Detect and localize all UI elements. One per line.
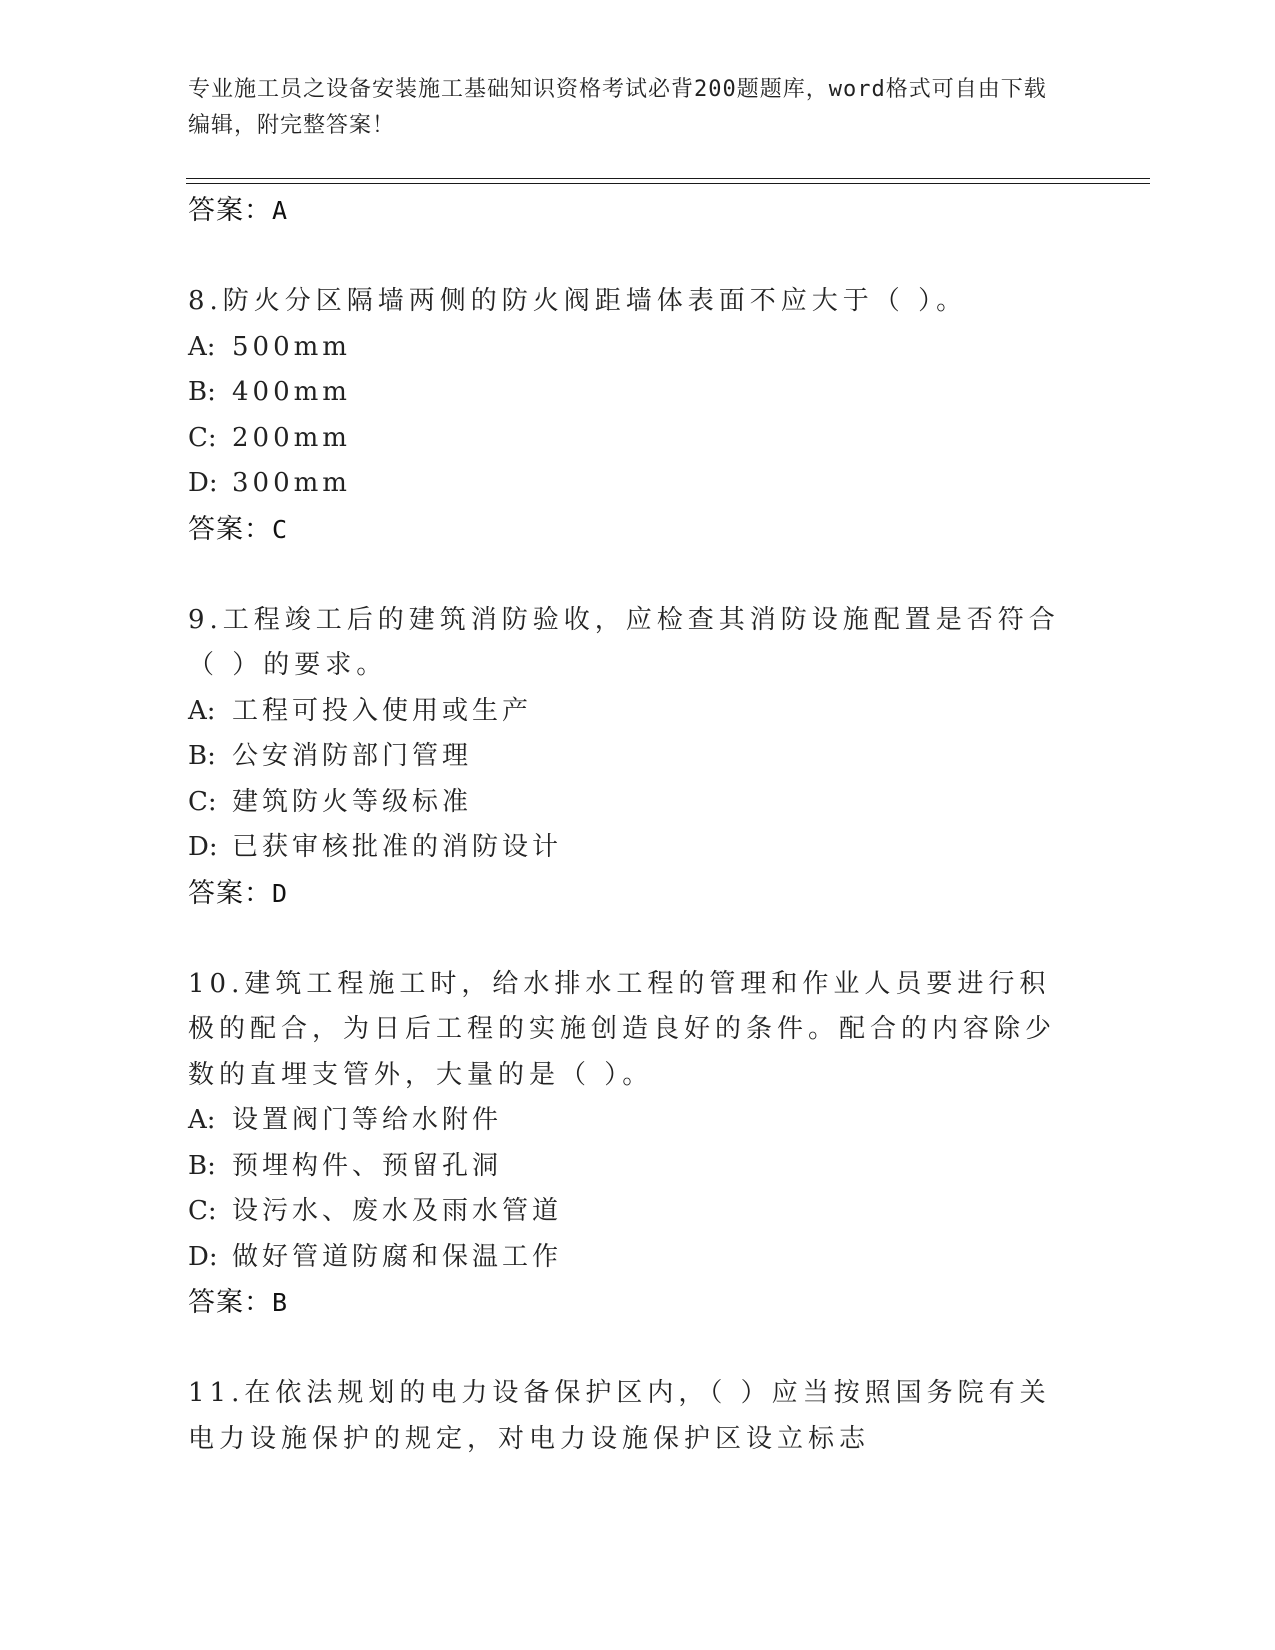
header-rule-bottom bbox=[186, 183, 1150, 184]
answer-value: A bbox=[272, 196, 289, 225]
spacer bbox=[188, 1326, 1088, 1371]
option-text: 已获审核批准的消防设计 bbox=[232, 832, 563, 862]
option-a bbox=[188, 689, 1088, 735]
option-text: 工程可投入使用或生产 bbox=[232, 695, 533, 726]
option-text: 400mm bbox=[232, 377, 351, 407]
option-a bbox=[188, 325, 1088, 371]
question-list bbox=[188, 188, 1088, 1462]
option-d bbox=[188, 1235, 1088, 1281]
answer-prefix: 答案： bbox=[188, 513, 272, 545]
question-stem: 8.防火分区隔墙两侧的防火阀距墙体表面不应大于（ ）。 bbox=[188, 286, 968, 316]
option-d bbox=[188, 825, 1088, 871]
option-label: A: bbox=[188, 1105, 216, 1135]
answer-value: C bbox=[272, 514, 289, 544]
question-stem: 9.工程竣工后的建筑消防验收，应检查其消防设施配置是否符合（ ）的要求。 bbox=[188, 604, 1060, 680]
answer-line bbox=[188, 1280, 1088, 1326]
option-text: 建筑防火等级标准 bbox=[232, 786, 473, 817]
answer-line bbox=[188, 188, 1088, 234]
option-text: 公安消防部门管理 bbox=[232, 741, 473, 771]
option-text: 做好管道防腐和保温工作 bbox=[232, 1241, 563, 1272]
answer-value: B bbox=[272, 1288, 289, 1317]
spacer bbox=[188, 917, 1088, 962]
option-text: 200mm bbox=[232, 422, 351, 453]
option-label: D: bbox=[188, 468, 218, 498]
question-stem: 10.建筑工程施工时，给水排水工程的管理和作业人员要进行积极的配合，为日后工程的实施创造良好的条件。配合的内容除少数的直埋支管外，大量的是（ ）。 bbox=[188, 968, 1057, 1090]
option-b bbox=[188, 734, 1088, 780]
answer-prefix: 答案： bbox=[188, 195, 272, 226]
answer-line bbox=[188, 507, 1088, 553]
spacer bbox=[188, 234, 1088, 279]
header-rule-top bbox=[186, 178, 1150, 179]
option-text: 设置阀门等给水附件 bbox=[232, 1105, 503, 1135]
option-label: A: bbox=[188, 695, 216, 726]
option-label: D: bbox=[188, 1241, 218, 1272]
option-label: A: bbox=[188, 331, 216, 362]
option-c bbox=[188, 780, 1088, 826]
option-label: C: bbox=[188, 1196, 217, 1226]
option-b bbox=[188, 1144, 1088, 1190]
option-c bbox=[188, 1189, 1088, 1235]
option-text: 300mm bbox=[232, 468, 351, 498]
option-b bbox=[188, 370, 1088, 416]
option-d bbox=[188, 461, 1088, 507]
option-label: B: bbox=[188, 1150, 216, 1181]
option-c bbox=[188, 416, 1088, 462]
option-label: B: bbox=[188, 741, 216, 771]
answer-prefix: 答案： bbox=[188, 877, 272, 909]
question-stem: 11.在依法规划的电力设备保护区内，（ ）应当按照国务院有关电力设施保护的规定，对电力设施保护区设立标志 bbox=[188, 1378, 1051, 1454]
option-text: 500mm bbox=[232, 331, 351, 362]
spacer bbox=[188, 553, 1088, 598]
option-label: C: bbox=[188, 422, 217, 453]
option-label: B: bbox=[188, 377, 216, 407]
option-a bbox=[188, 1098, 1088, 1144]
option-label: C: bbox=[188, 786, 217, 817]
option-text: 设污水、废水及雨水管道 bbox=[232, 1196, 563, 1226]
answer-value: D bbox=[272, 878, 289, 908]
option-label: D: bbox=[188, 832, 218, 862]
answer-line bbox=[188, 871, 1088, 917]
answer-prefix: 答案： bbox=[188, 1287, 272, 1318]
option-text: 预埋构件、预留孔洞 bbox=[232, 1150, 503, 1181]
document-header: 专业施工员之设备安装施工基础知识资格考试必背200题题库，word格式可自由下载编辑，附完整答案！ bbox=[188, 77, 1047, 138]
